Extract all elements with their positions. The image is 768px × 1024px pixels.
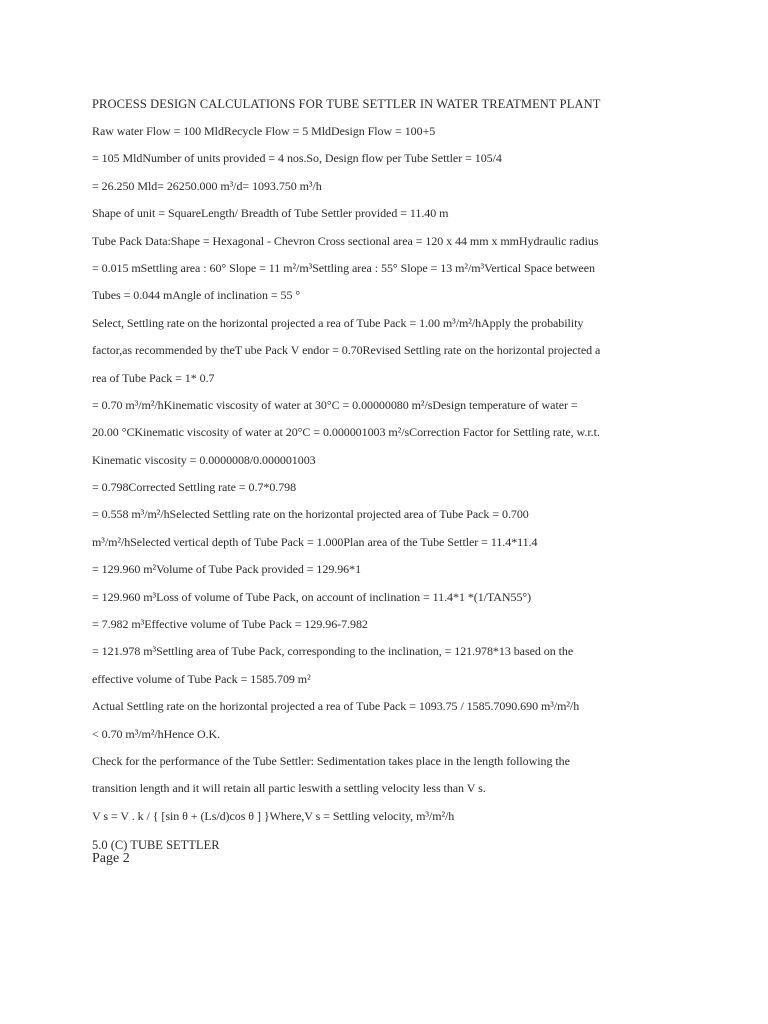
text-line: Actual Settling rate on the horizontal projected a rea of Tube Pack = 1093.75 / 1585.7090.690 m³/m²/h <box>92 699 580 714</box>
document-body <box>92 96 682 835</box>
calculation-lines <box>92 123 682 835</box>
text-line: Check for the performance of the Tube Settler: Sedimentation takes place in the length following the <box>92 753 570 768</box>
text-line: Kinematic viscosity = 0.0000008/0.000001003 <box>92 452 316 467</box>
text-line: = 0.558 m³/m²/hSelected Settling rate on the horizontal projected area of Tube Pack = 0.700 <box>92 507 529 522</box>
section-label: 5.0 (C) TUBE SETTLER <box>92 838 220 852</box>
text-line: Shape of unit = SquareLength/ Breadth of Tube Settler provided = 11.40 m <box>92 206 449 221</box>
text-line: V s = V . k / { [sin θ + (Ls/d)cos θ ] }Where,V s = Settling velocity, m³/m²/h <box>92 808 455 823</box>
text-line: = 7.982 m³Effective volume of Tube Pack = 129.96-7.982 <box>92 617 368 632</box>
text-line: Tube Pack Data:Shape = Hexagonal - Chevron Cross sectional area = 120 x 44 mm x mmHydraulic radius <box>92 233 599 248</box>
text-line: factor,as recommended by theT ube Pack V endor = 0.70Revised Settling rate on the horizontal projected a <box>92 343 601 358</box>
page-number: Page 2 <box>92 851 130 866</box>
text-line: m³/m²/hSelected vertical depth of Tube Pack = 1.000Plan area of the Tube Settler = 11.4*11.4 <box>92 534 538 549</box>
text-line: = 26.250 Mld= 26250.000 m³/d= 1093.750 m³/h <box>92 178 322 193</box>
text-line: Select, Settling rate on the horizontal projected a rea of Tube Pack = 1.00 m³/m²/hApply the probability <box>92 315 584 330</box>
text-line: = 0.70 m³/m²/hKinematic viscosity of water at 30°C = 0.00000080 m²/sDesign temperature of water = <box>92 397 578 412</box>
text-line: Raw water Flow = 100 MldRecycle Flow = 5 MldDesign Flow = 100+5 <box>92 124 436 138</box>
text-line: 20.00 °CKinematic viscosity of water at 20°C = 0.000001003 m²/sCorrection Factor for Settling rate, w.r.t. <box>92 425 600 440</box>
text-line: = 0.015 mSettling area : 60° Slope = 11 m²/m³Settling area : 55° Slope = 13 m²/m³Vertical Space between <box>92 260 595 275</box>
text-line: effective volume of Tube Pack = 1585.709 m² <box>92 671 311 686</box>
document-title: PROCESS DESIGN CALCULATIONS FOR TUBE SETTLER IN WATER TREATMENT PLANT <box>92 97 601 111</box>
text-line: transition length and it will retain all partic leswith a settling velocity less than V s. <box>92 781 486 796</box>
text-line: = 129.960 m²Volume of Tube Pack provided = 129.96*1 <box>92 562 362 577</box>
text-line: = 129.960 m³Loss of volume of Tube Pack, on account of inclination = 11.4*1 *(1/TAN55°) <box>92 589 532 604</box>
page-footer <box>92 838 220 866</box>
text-line: = 121.978 m³Settling area of Tube Pack, corresponding to the inclination, = 121.978*13 based on the <box>92 644 574 659</box>
text-line: < 0.70 m³/m²/hHence O.K. <box>92 726 221 741</box>
text-line: Tubes = 0.044 mAngle of inclination = 55 ° <box>92 288 301 303</box>
text-line: = 0.798Corrected Settling rate = 0.7*0.798 <box>92 480 297 495</box>
text-line: = 105 MldNumber of units provided = 4 nos.So, Design flow per Tube Settler = 105/4 <box>92 151 502 166</box>
text-line: rea of Tube Pack = 1* 0.7 <box>92 370 215 385</box>
